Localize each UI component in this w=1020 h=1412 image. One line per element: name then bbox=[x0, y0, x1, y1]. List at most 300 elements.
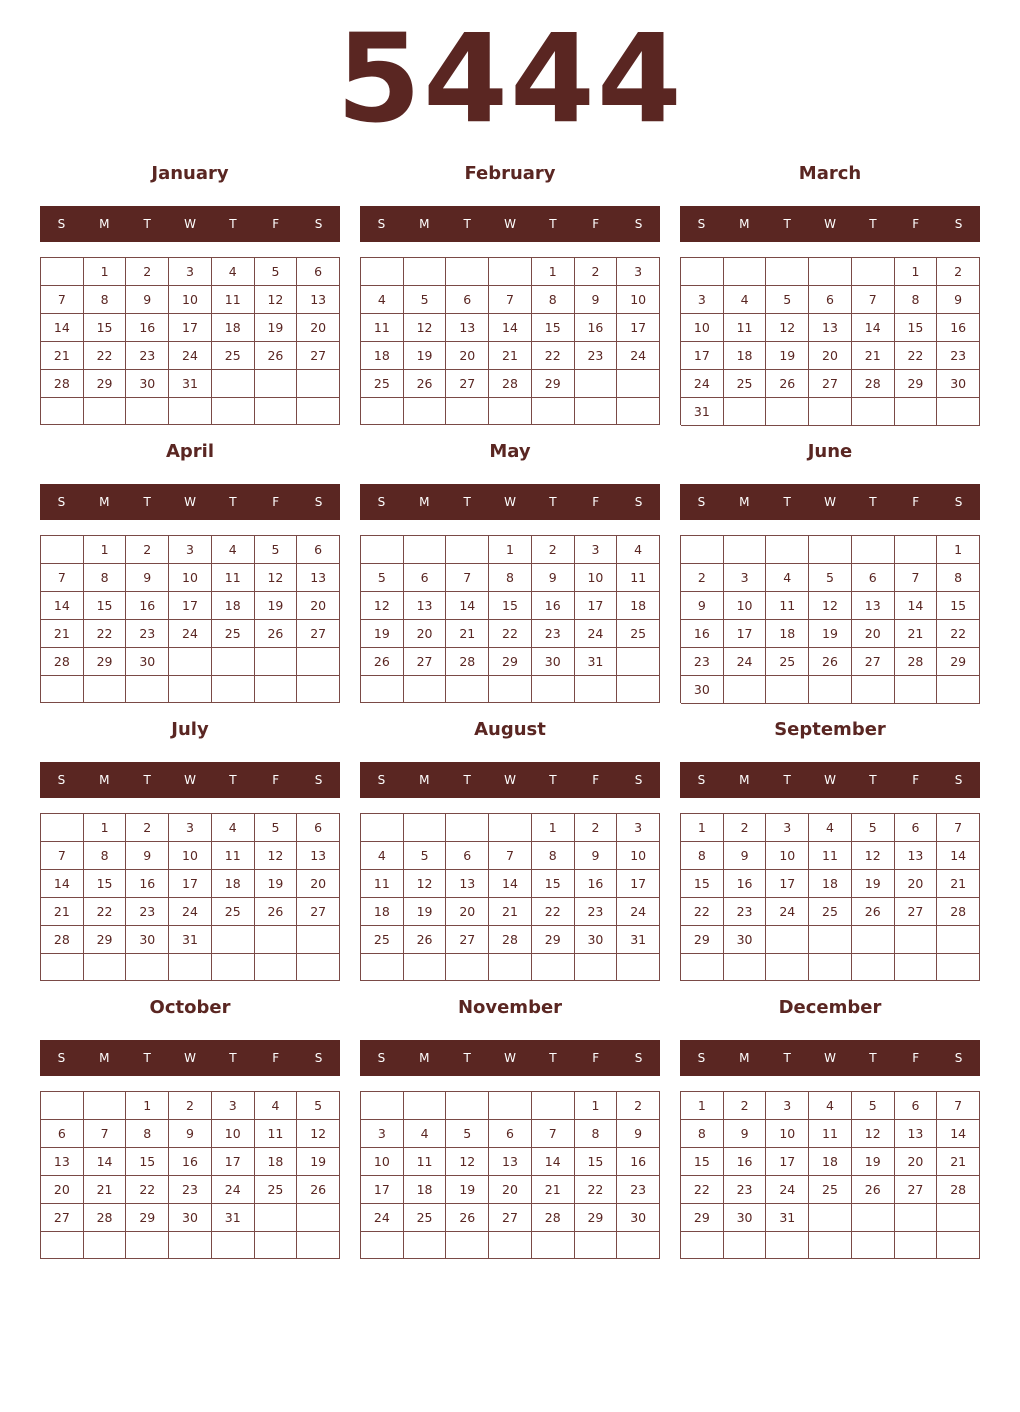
day-cell: 17 bbox=[617, 314, 660, 342]
day-cell: 10 bbox=[766, 1120, 809, 1148]
day-cell: 12 bbox=[404, 314, 447, 342]
empty-cell bbox=[169, 648, 212, 676]
empty-cell bbox=[895, 398, 938, 426]
month-title: January bbox=[151, 163, 229, 184]
weekday-label: T bbox=[549, 495, 557, 509]
weekday-label: T bbox=[549, 773, 557, 787]
day-cell: 6 bbox=[852, 564, 895, 592]
day-cell: 31 bbox=[169, 370, 212, 398]
day-cell: 26 bbox=[255, 898, 298, 926]
empty-cell bbox=[852, 926, 895, 954]
day-grid bbox=[680, 1091, 980, 1259]
day-cell: 21 bbox=[41, 620, 84, 648]
day-cell: 23 bbox=[575, 342, 618, 370]
day-grid bbox=[360, 257, 660, 425]
empty-cell bbox=[297, 648, 340, 676]
empty-cell bbox=[446, 1232, 489, 1259]
empty-cell bbox=[489, 954, 532, 981]
empty-cell bbox=[169, 398, 212, 425]
weekday-label: S bbox=[377, 773, 386, 787]
day-cell: 3 bbox=[169, 536, 212, 564]
weekday-label: S bbox=[954, 495, 963, 509]
day-cell: 22 bbox=[681, 1176, 724, 1204]
day-cell: 3 bbox=[681, 286, 724, 314]
empty-cell bbox=[681, 954, 724, 981]
day-cell: 21 bbox=[895, 620, 938, 648]
day-cell: 28 bbox=[446, 648, 489, 676]
day-cell: 30 bbox=[169, 1204, 212, 1232]
day-cell: 2 bbox=[126, 814, 169, 842]
day-cell: 1 bbox=[84, 814, 127, 842]
weekday-label: M bbox=[419, 1051, 430, 1065]
day-cell: 6 bbox=[297, 536, 340, 564]
empty-cell bbox=[575, 398, 618, 425]
day-cell: 22 bbox=[126, 1176, 169, 1204]
empty-cell bbox=[212, 926, 255, 954]
day-cell: 26 bbox=[852, 1176, 895, 1204]
day-grid bbox=[360, 535, 660, 703]
day-cell: 18 bbox=[766, 620, 809, 648]
weekday-label: S bbox=[954, 773, 963, 787]
weekday-label: F bbox=[592, 217, 600, 231]
empty-cell bbox=[895, 676, 938, 704]
day-cell: 3 bbox=[361, 1120, 404, 1148]
day-cell: 17 bbox=[169, 592, 212, 620]
empty-cell bbox=[766, 1232, 809, 1259]
weekday-label: F bbox=[912, 773, 920, 787]
empty-cell bbox=[724, 536, 767, 564]
day-cell: 29 bbox=[937, 648, 980, 676]
weekday-label: S bbox=[697, 773, 706, 787]
day-cell: 27 bbox=[809, 370, 852, 398]
empty-cell bbox=[297, 1232, 340, 1259]
empty-cell bbox=[41, 814, 84, 842]
day-cell: 7 bbox=[489, 842, 532, 870]
weekday-label: T bbox=[783, 495, 791, 509]
empty-cell bbox=[937, 1204, 980, 1232]
day-cell: 17 bbox=[766, 870, 809, 898]
day-cell: 4 bbox=[617, 536, 660, 564]
day-cell: 15 bbox=[532, 870, 575, 898]
empty-cell bbox=[532, 398, 575, 425]
day-cell: 10 bbox=[212, 1120, 255, 1148]
day-cell: 18 bbox=[724, 342, 767, 370]
day-cell: 30 bbox=[126, 926, 169, 954]
day-cell: 18 bbox=[809, 870, 852, 898]
day-cell: 3 bbox=[617, 258, 660, 286]
empty-cell bbox=[532, 676, 575, 703]
day-cell: 11 bbox=[766, 592, 809, 620]
weekday-label: T bbox=[463, 217, 471, 231]
day-cell: 14 bbox=[41, 592, 84, 620]
day-cell: 30 bbox=[532, 648, 575, 676]
empty-cell bbox=[169, 676, 212, 703]
empty-cell bbox=[895, 1204, 938, 1232]
day-cell: 29 bbox=[575, 1204, 618, 1232]
day-cell: 22 bbox=[84, 898, 127, 926]
day-cell: 23 bbox=[126, 342, 169, 370]
empty-cell bbox=[724, 676, 767, 704]
day-cell: 22 bbox=[532, 342, 575, 370]
day-cell: 2 bbox=[617, 1092, 660, 1120]
day-cell: 8 bbox=[532, 286, 575, 314]
day-cell: 19 bbox=[361, 620, 404, 648]
weekday-label: F bbox=[592, 773, 600, 787]
empty-cell bbox=[255, 1232, 298, 1259]
empty-cell bbox=[895, 536, 938, 564]
day-cell: 24 bbox=[617, 898, 660, 926]
empty-cell bbox=[361, 814, 404, 842]
day-cell: 31 bbox=[169, 926, 212, 954]
day-cell: 9 bbox=[617, 1120, 660, 1148]
empty-cell bbox=[446, 676, 489, 703]
day-cell: 9 bbox=[575, 286, 618, 314]
empty-cell bbox=[809, 398, 852, 426]
day-cell: 13 bbox=[809, 314, 852, 342]
empty-cell bbox=[84, 676, 127, 703]
day-cell: 7 bbox=[895, 564, 938, 592]
empty-cell bbox=[126, 676, 169, 703]
weekday-label: S bbox=[954, 217, 963, 231]
day-cell: 8 bbox=[681, 1120, 724, 1148]
day-cell: 8 bbox=[575, 1120, 618, 1148]
day-cell: 15 bbox=[681, 1148, 724, 1176]
day-cell: 20 bbox=[489, 1176, 532, 1204]
day-cell: 7 bbox=[41, 842, 84, 870]
empty-cell bbox=[937, 926, 980, 954]
day-cell: 28 bbox=[84, 1204, 127, 1232]
day-grid bbox=[680, 535, 980, 703]
day-cell: 12 bbox=[852, 842, 895, 870]
day-cell: 4 bbox=[361, 842, 404, 870]
weekday-header bbox=[680, 484, 980, 520]
day-cell: 27 bbox=[41, 1204, 84, 1232]
weekday-label: M bbox=[99, 495, 110, 509]
empty-cell bbox=[297, 676, 340, 703]
day-cell: 3 bbox=[169, 814, 212, 842]
day-cell: 6 bbox=[297, 814, 340, 842]
day-cell: 18 bbox=[617, 592, 660, 620]
empty-cell bbox=[809, 258, 852, 286]
weekday-label: F bbox=[272, 1051, 280, 1065]
month-title: March bbox=[798, 163, 862, 184]
day-cell: 27 bbox=[404, 648, 447, 676]
day-cell: 27 bbox=[297, 620, 340, 648]
month-title: June bbox=[807, 441, 853, 462]
day-cell: 28 bbox=[937, 1176, 980, 1204]
day-cell: 19 bbox=[766, 342, 809, 370]
empty-cell bbox=[617, 1232, 660, 1259]
day-cell: 11 bbox=[617, 564, 660, 592]
day-cell: 21 bbox=[532, 1176, 575, 1204]
empty-cell bbox=[766, 258, 809, 286]
day-cell: 16 bbox=[126, 314, 169, 342]
day-cell: 16 bbox=[575, 314, 618, 342]
day-cell: 20 bbox=[446, 898, 489, 926]
day-cell: 14 bbox=[532, 1148, 575, 1176]
empty-cell bbox=[809, 926, 852, 954]
day-cell: 1 bbox=[895, 258, 938, 286]
empty-cell bbox=[41, 1232, 84, 1259]
empty-cell bbox=[404, 954, 447, 981]
day-cell: 4 bbox=[766, 564, 809, 592]
day-cell: 17 bbox=[617, 870, 660, 898]
day-cell: 31 bbox=[617, 926, 660, 954]
day-cell: 8 bbox=[84, 564, 127, 592]
day-cell: 27 bbox=[446, 370, 489, 398]
weekday-label: W bbox=[824, 217, 836, 231]
empty-cell bbox=[766, 536, 809, 564]
empty-cell bbox=[84, 1232, 127, 1259]
day-cell: 13 bbox=[446, 870, 489, 898]
empty-cell bbox=[937, 676, 980, 704]
day-cell: 12 bbox=[255, 564, 298, 592]
day-cell: 25 bbox=[724, 370, 767, 398]
weekday-label: T bbox=[549, 1051, 557, 1065]
empty-cell bbox=[361, 1232, 404, 1259]
year-title: 5444 bbox=[336, 8, 684, 150]
day-cell: 24 bbox=[766, 1176, 809, 1204]
day-cell: 29 bbox=[84, 648, 127, 676]
day-cell: 5 bbox=[852, 814, 895, 842]
empty-cell bbox=[895, 926, 938, 954]
day-cell: 19 bbox=[255, 592, 298, 620]
day-cell: 24 bbox=[575, 620, 618, 648]
day-cell: 15 bbox=[532, 314, 575, 342]
weekday-label: T bbox=[869, 773, 877, 787]
weekday-label: F bbox=[912, 217, 920, 231]
day-cell: 11 bbox=[361, 870, 404, 898]
day-cell: 23 bbox=[724, 898, 767, 926]
empty-cell bbox=[361, 676, 404, 703]
day-cell: 4 bbox=[724, 286, 767, 314]
month-title: October bbox=[149, 997, 231, 1018]
month-title: December bbox=[778, 997, 882, 1018]
day-cell: 21 bbox=[852, 342, 895, 370]
empty-cell bbox=[212, 954, 255, 981]
weekday-label: F bbox=[272, 495, 280, 509]
day-cell: 12 bbox=[446, 1148, 489, 1176]
empty-cell bbox=[255, 398, 298, 425]
empty-cell bbox=[617, 648, 660, 676]
weekday-label: T bbox=[783, 1051, 791, 1065]
day-cell: 13 bbox=[895, 842, 938, 870]
day-cell: 18 bbox=[212, 592, 255, 620]
day-cell: 13 bbox=[895, 1120, 938, 1148]
day-cell: 1 bbox=[681, 814, 724, 842]
day-cell: 27 bbox=[852, 648, 895, 676]
day-cell: 2 bbox=[126, 258, 169, 286]
weekday-label: T bbox=[143, 217, 151, 231]
day-cell: 2 bbox=[126, 536, 169, 564]
empty-cell bbox=[84, 1092, 127, 1120]
weekday-label: T bbox=[143, 495, 151, 509]
day-grid bbox=[360, 1091, 660, 1259]
empty-cell bbox=[724, 258, 767, 286]
day-cell: 29 bbox=[681, 926, 724, 954]
weekday-label: M bbox=[739, 495, 750, 509]
day-cell: 8 bbox=[681, 842, 724, 870]
month-title: November bbox=[457, 997, 563, 1018]
empty-cell bbox=[809, 954, 852, 981]
empty-cell bbox=[852, 1232, 895, 1259]
day-cell: 19 bbox=[852, 1148, 895, 1176]
empty-cell bbox=[489, 814, 532, 842]
day-cell: 3 bbox=[575, 536, 618, 564]
day-cell: 9 bbox=[532, 564, 575, 592]
empty-cell bbox=[361, 536, 404, 564]
weekday-header bbox=[680, 762, 980, 798]
empty-cell bbox=[41, 676, 84, 703]
empty-cell bbox=[255, 648, 298, 676]
day-cell: 11 bbox=[361, 314, 404, 342]
day-cell: 28 bbox=[895, 648, 938, 676]
empty-cell bbox=[532, 1232, 575, 1259]
day-cell: 11 bbox=[212, 842, 255, 870]
day-cell: 26 bbox=[297, 1176, 340, 1204]
day-cell: 31 bbox=[766, 1204, 809, 1232]
day-cell: 30 bbox=[937, 370, 980, 398]
day-cell: 10 bbox=[361, 1148, 404, 1176]
empty-cell bbox=[361, 954, 404, 981]
day-cell: 3 bbox=[766, 1092, 809, 1120]
weekday-label: S bbox=[377, 495, 386, 509]
day-cell: 23 bbox=[724, 1176, 767, 1204]
day-cell: 8 bbox=[84, 286, 127, 314]
day-cell: 8 bbox=[937, 564, 980, 592]
weekday-label: M bbox=[99, 773, 110, 787]
day-cell: 16 bbox=[724, 1148, 767, 1176]
day-cell: 11 bbox=[809, 842, 852, 870]
weekday-label: T bbox=[229, 773, 237, 787]
day-cell: 4 bbox=[212, 814, 255, 842]
day-cell: 10 bbox=[617, 842, 660, 870]
day-cell: 30 bbox=[724, 926, 767, 954]
day-cell: 13 bbox=[41, 1148, 84, 1176]
weekday-label: S bbox=[57, 1051, 66, 1065]
weekday-label: F bbox=[272, 217, 280, 231]
weekday-label: W bbox=[504, 1051, 516, 1065]
day-grid bbox=[360, 813, 660, 981]
day-cell: 2 bbox=[724, 1092, 767, 1120]
day-cell: 13 bbox=[297, 286, 340, 314]
empty-cell bbox=[446, 954, 489, 981]
day-grid bbox=[40, 257, 340, 425]
day-cell: 1 bbox=[84, 258, 127, 286]
day-cell: 5 bbox=[852, 1092, 895, 1120]
day-cell: 6 bbox=[41, 1120, 84, 1148]
day-cell: 9 bbox=[126, 286, 169, 314]
weekday-label: T bbox=[783, 217, 791, 231]
day-cell: 17 bbox=[169, 314, 212, 342]
day-cell: 21 bbox=[489, 898, 532, 926]
empty-cell bbox=[489, 398, 532, 425]
empty-cell bbox=[575, 370, 618, 398]
empty-cell bbox=[617, 676, 660, 703]
day-cell: 16 bbox=[126, 592, 169, 620]
empty-cell bbox=[297, 954, 340, 981]
day-cell: 23 bbox=[126, 620, 169, 648]
empty-cell bbox=[361, 398, 404, 425]
day-cell: 14 bbox=[489, 870, 532, 898]
day-cell: 10 bbox=[724, 592, 767, 620]
day-cell: 26 bbox=[255, 620, 298, 648]
weekday-header bbox=[360, 484, 660, 520]
weekday-label: M bbox=[419, 495, 430, 509]
weekday-label: M bbox=[99, 217, 110, 231]
day-cell: 24 bbox=[361, 1204, 404, 1232]
empty-cell bbox=[126, 954, 169, 981]
day-cell: 2 bbox=[575, 814, 618, 842]
weekday-label: T bbox=[549, 217, 557, 231]
day-cell: 16 bbox=[532, 592, 575, 620]
day-cell: 24 bbox=[617, 342, 660, 370]
weekday-label: T bbox=[463, 495, 471, 509]
day-cell: 27 bbox=[446, 926, 489, 954]
empty-cell bbox=[212, 398, 255, 425]
day-cell: 7 bbox=[446, 564, 489, 592]
empty-cell bbox=[532, 1092, 575, 1120]
day-cell: 27 bbox=[297, 898, 340, 926]
day-cell: 25 bbox=[809, 898, 852, 926]
empty-cell bbox=[41, 398, 84, 425]
day-grid bbox=[40, 813, 340, 981]
weekday-label: S bbox=[314, 495, 323, 509]
day-grid bbox=[680, 813, 980, 981]
empty-cell bbox=[937, 954, 980, 981]
weekday-header bbox=[40, 206, 340, 242]
day-cell: 10 bbox=[766, 842, 809, 870]
day-cell: 4 bbox=[361, 286, 404, 314]
empty-cell bbox=[937, 398, 980, 426]
empty-cell bbox=[169, 954, 212, 981]
day-cell: 16 bbox=[937, 314, 980, 342]
empty-cell bbox=[41, 1092, 84, 1120]
day-cell: 3 bbox=[724, 564, 767, 592]
day-cell: 29 bbox=[681, 1204, 724, 1232]
day-cell: 24 bbox=[212, 1176, 255, 1204]
weekday-label: W bbox=[184, 773, 196, 787]
weekday-label: S bbox=[634, 1051, 643, 1065]
day-cell: 28 bbox=[937, 898, 980, 926]
empty-cell bbox=[852, 1204, 895, 1232]
day-cell: 2 bbox=[532, 536, 575, 564]
day-cell: 30 bbox=[126, 370, 169, 398]
day-cell: 29 bbox=[84, 926, 127, 954]
day-cell: 26 bbox=[361, 648, 404, 676]
day-cell: 14 bbox=[852, 314, 895, 342]
weekday-label: S bbox=[634, 773, 643, 787]
day-cell: 19 bbox=[255, 870, 298, 898]
day-cell: 9 bbox=[169, 1120, 212, 1148]
weekday-header bbox=[360, 762, 660, 798]
weekday-label: M bbox=[739, 773, 750, 787]
day-cell: 14 bbox=[84, 1148, 127, 1176]
weekday-label: S bbox=[634, 495, 643, 509]
day-cell: 29 bbox=[126, 1204, 169, 1232]
day-cell: 29 bbox=[532, 926, 575, 954]
empty-cell bbox=[937, 1232, 980, 1259]
day-cell: 11 bbox=[255, 1120, 298, 1148]
day-cell: 6 bbox=[446, 286, 489, 314]
day-cell: 14 bbox=[489, 314, 532, 342]
day-cell: 1 bbox=[84, 536, 127, 564]
day-cell: 14 bbox=[937, 842, 980, 870]
day-cell: 25 bbox=[809, 1176, 852, 1204]
day-cell: 7 bbox=[937, 1092, 980, 1120]
day-cell: 22 bbox=[575, 1176, 618, 1204]
day-cell: 19 bbox=[446, 1176, 489, 1204]
